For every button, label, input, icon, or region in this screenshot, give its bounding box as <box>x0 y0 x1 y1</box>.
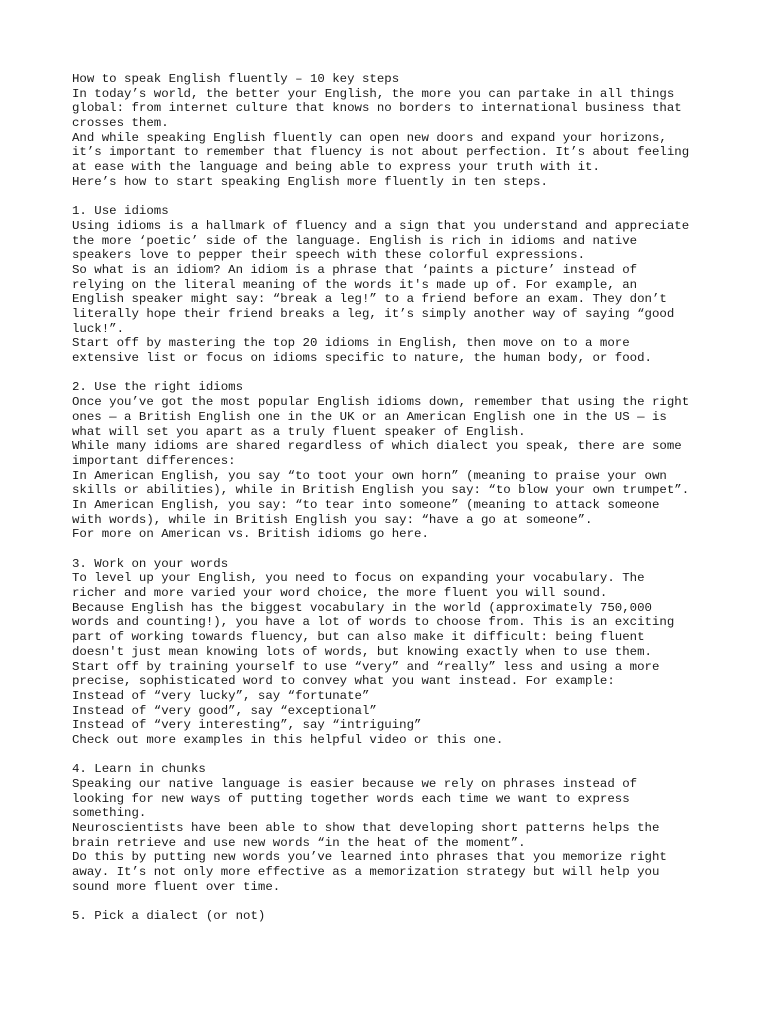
section-line: words and counting!), you have a lot of words to choose from. This is an exciting <box>72 615 675 630</box>
section-line: Speaking our native language is easier because we rely on phrases instead of <box>72 777 638 791</box>
section-line: sound more fluent over time. <box>72 879 281 894</box>
section-line: Because English has the biggest vocabulary in the world (approximately 750,000 <box>72 600 652 615</box>
section-line: richer and more varied your word choice, the more fluent you will sound. <box>72 586 608 601</box>
paragraph-gap <box>72 895 712 910</box>
section-line: English speaker might say: “break a leg!” to a friend before an exam. They don’t <box>72 292 667 307</box>
section-line: away. It’s not only more effective as a memorization strategy but will help you <box>72 865 660 880</box>
intro-line: And while speaking English fluently can open new doors and expand your horizons, <box>72 130 667 145</box>
section-line: relying on the literal meaning of the words it's made up of. For example, an <box>72 277 638 292</box>
section-line: ones — a British English one in the UK or an American English one in the US — is <box>72 409 667 424</box>
section-line: looking for new ways of putting together words each time we want to express <box>72 791 630 806</box>
document-page <box>72 72 712 924</box>
section-line: Do this by putting new words you’ve learned into phrases that you memorize right <box>72 850 667 865</box>
section-line: what will set you apart as a truly fluent speaker of English. <box>72 424 526 439</box>
intro-line: Here’s how to start speaking English more fluently in ten steps. <box>72 174 548 189</box>
section-line: Using idioms is a hallmark of fluency and a sign that you understand and appreciate <box>72 218 690 233</box>
section-line: luck!”. <box>72 321 125 336</box>
intro-line: In today’s world, the better your English, the more you can partake in all things <box>72 86 675 101</box>
paragraph-gap <box>72 542 712 557</box>
section-line: extensive list or focus on idioms specific to nature, the human body, or food. <box>72 351 652 366</box>
section-line: skills or abilities), while in British English you say: “to blow your own trumpet”. <box>72 483 690 498</box>
document-title: How to speak English fluently – 10 key steps <box>72 72 400 86</box>
section-line: To level up your English, you need to focus on expanding your vocabulary. The <box>72 571 645 586</box>
section-line: Start off by training yourself to use “very” and “really” less and using a more <box>72 659 660 674</box>
section-line: literally hope their friend breaks a leg, it’s simply another way of saying “good <box>72 307 675 321</box>
section-line: Start off by mastering the top 20 idioms in English, then move on to a more <box>72 336 630 351</box>
section-line: Instead of “very lucky”, say “fortunate” <box>72 688 370 703</box>
section-line: While many idioms are shared regardless of which dialect you speak, there are some <box>72 439 682 454</box>
section-line: In American English, you say “to toot your own horn” (meaning to praise your own <box>72 468 667 483</box>
section-line: something. <box>72 806 147 821</box>
section-line: So what is an idiom? An idiom is a phrase that ‘paints a picture’ instead of <box>72 262 638 277</box>
section-line: Instead of “very interesting”, say “intriguing” <box>72 718 422 733</box>
section-line: Neuroscientists have been able to show that developing short patterns helps the <box>72 821 660 836</box>
section-line: Instead of “very good”, say “exceptional” <box>72 703 377 718</box>
section-heading: 4. Learn in chunks <box>72 762 206 777</box>
section-line: Check out more examples in this helpful video or this one. <box>72 732 504 747</box>
section-heading: 1. Use idioms <box>72 204 169 219</box>
intro-line: it’s important to remember that fluency is not about perfection. It’s about feeling <box>72 145 690 160</box>
section-line: important differences: <box>72 453 236 468</box>
section-line: the more ‘poetic’ side of the language. English is rich in idioms and native <box>72 233 638 248</box>
section-line: doesn't just mean knowing lots of words, but knowing exactly when to use them. <box>72 644 652 659</box>
paragraph-gap <box>72 190 712 205</box>
section-line: brain retrieve and use new words “in the heat of the moment”. <box>72 835 526 850</box>
section-line: Once you’ve got the most popular English idioms down, remember that using the right <box>72 395 690 410</box>
section-line: speakers love to pepper their speech with these colorful expressions. <box>72 248 586 263</box>
section-heading: 3. Work on your words <box>72 556 229 571</box>
section-heading: 5. Pick a dialect (or not) <box>72 909 266 924</box>
paragraph-gap <box>72 748 712 763</box>
intro-line: global: from internet culture that knows no borders to international business that <box>72 101 682 116</box>
intro-line: crosses them. <box>72 116 169 131</box>
section-line: In American English, you say: “to tear into someone” (meaning to attack someone <box>72 497 660 512</box>
section-heading: 2. Use the right idioms <box>72 380 244 395</box>
section-line: For more on American vs. British idioms go here. <box>72 527 429 542</box>
section-line: with words), while in British English you say: “have a go at someone”. <box>72 512 593 527</box>
paragraph-gap <box>72 366 712 381</box>
section-line: precise, sophisticated word to convey what you want instead. For example: <box>72 674 615 689</box>
section-line: part of working towards fluency, but can also make it difficult: being fluent <box>72 630 645 645</box>
intro-line: at ease with the language and being able to express your truth with it. <box>72 160 600 175</box>
